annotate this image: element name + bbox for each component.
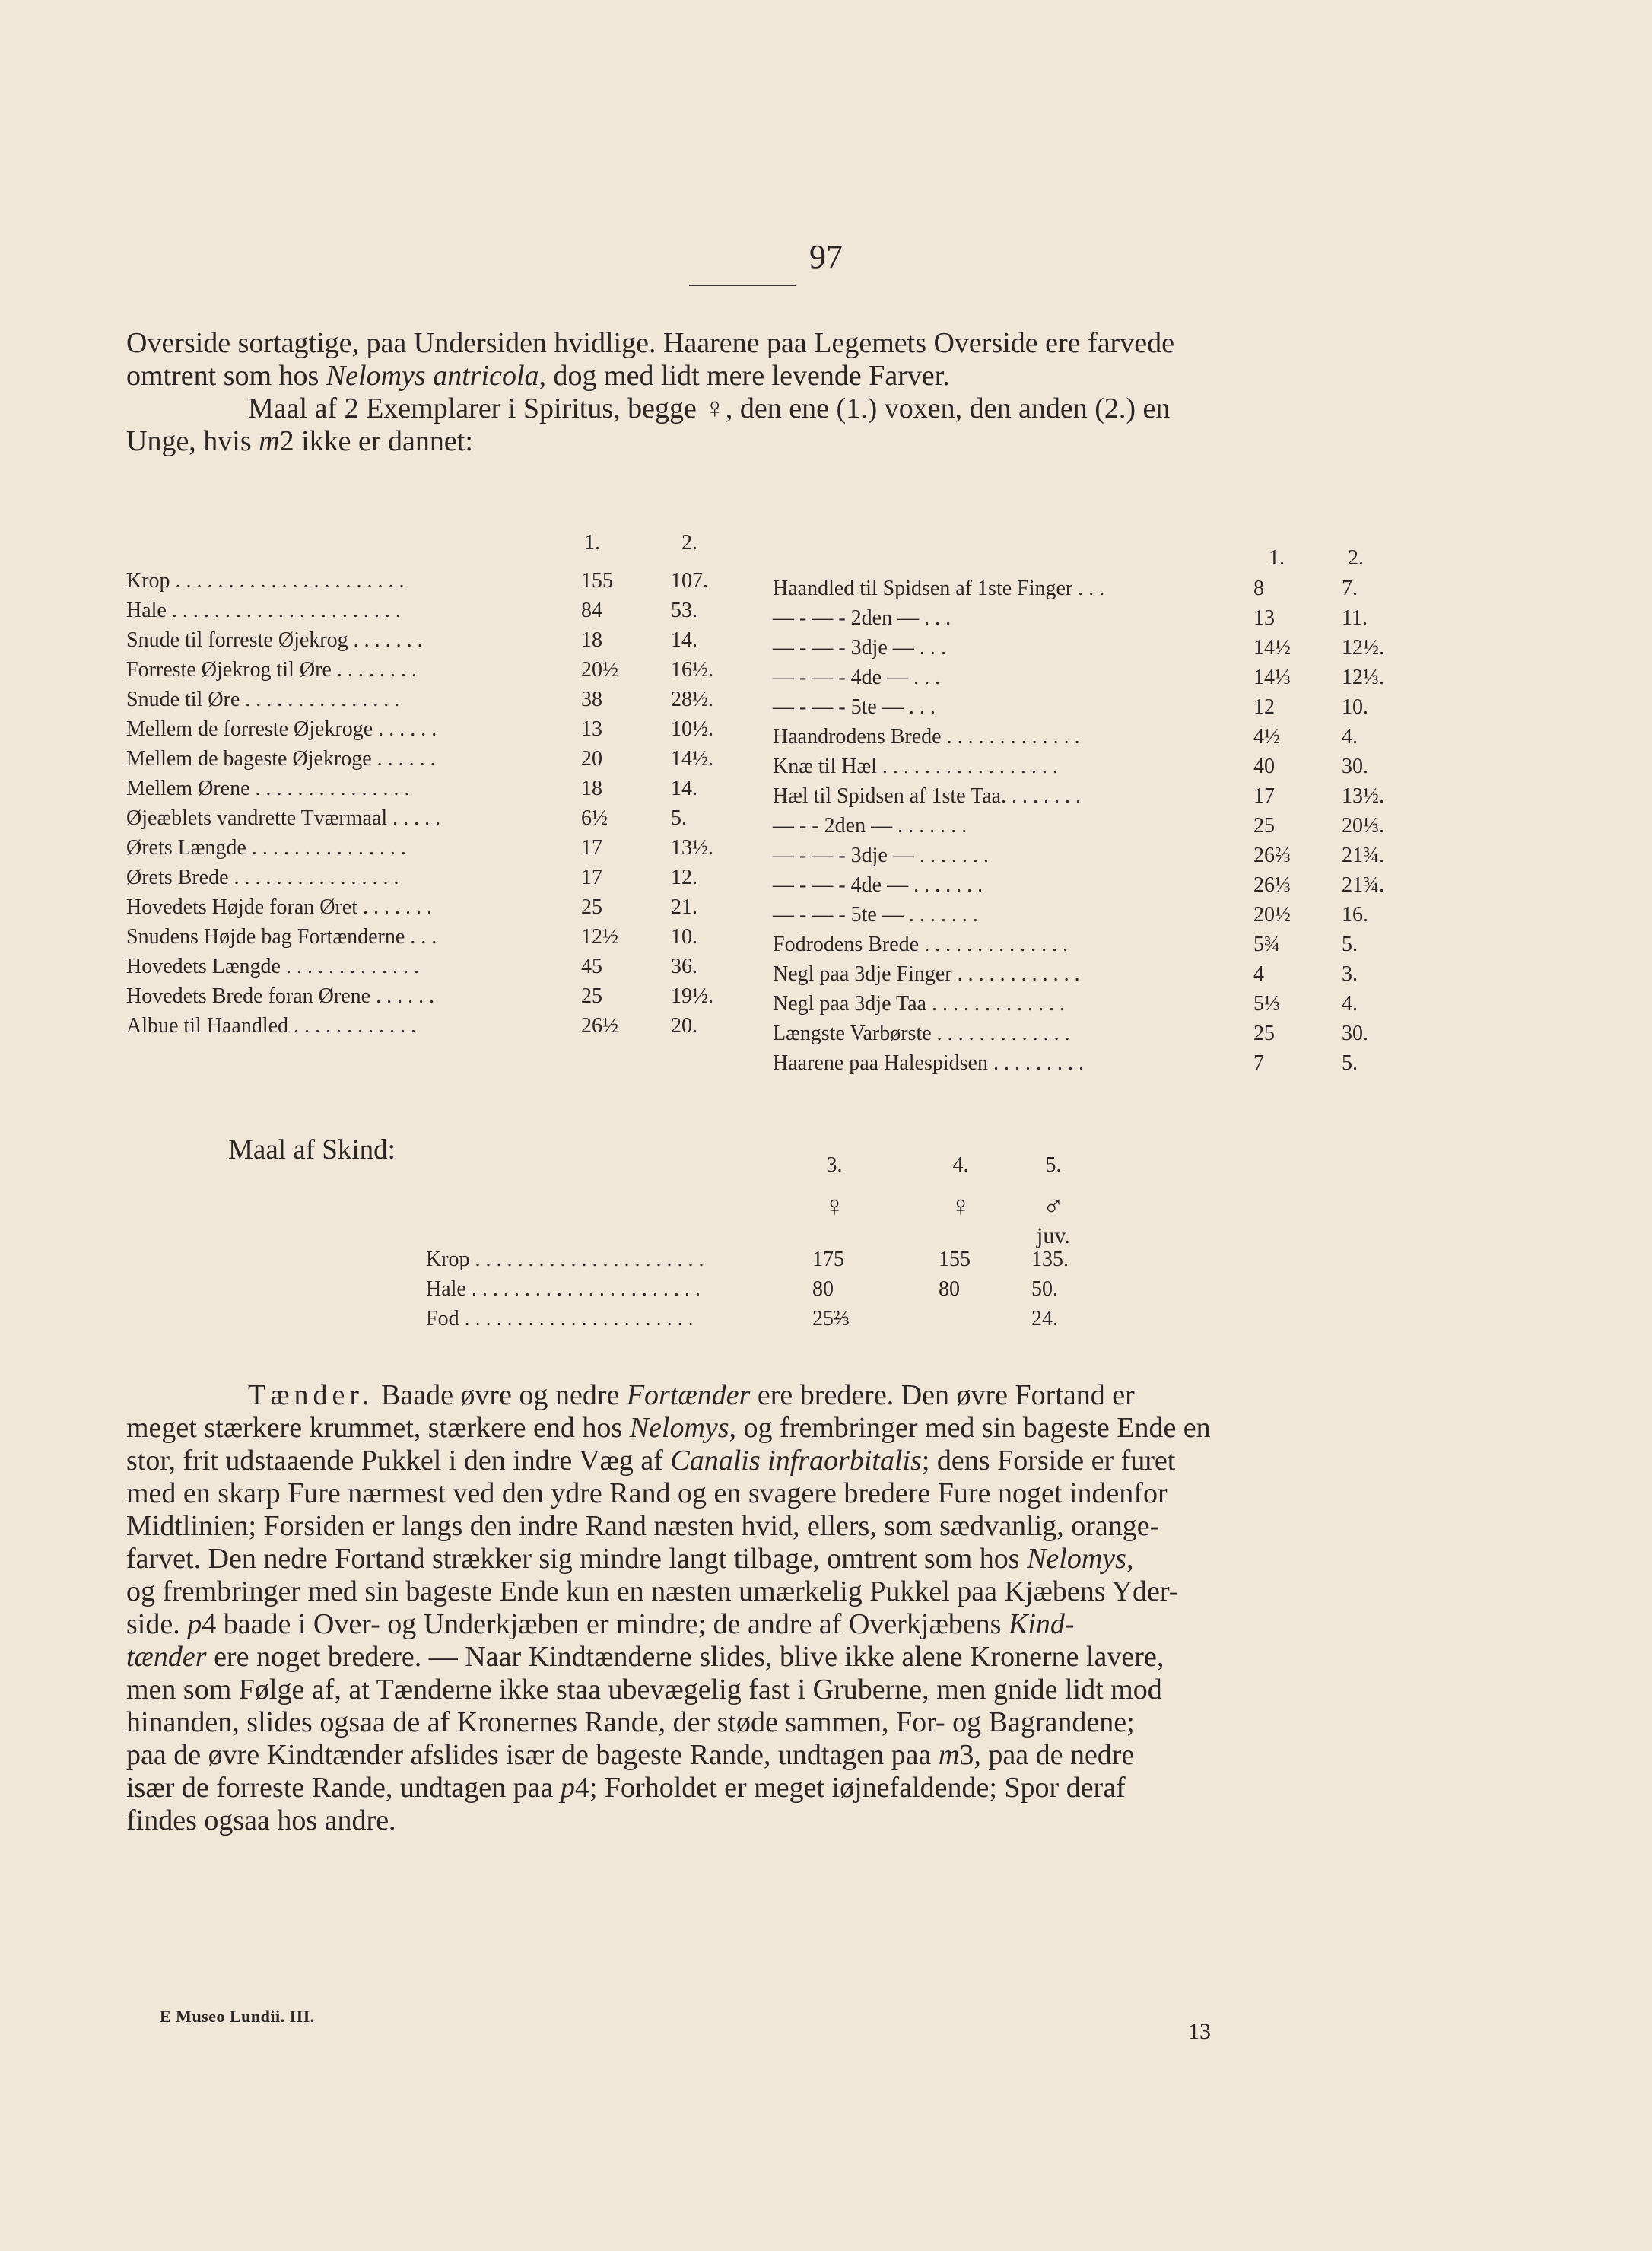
left-table-value-2: 12. <box>671 866 697 889</box>
right-table-value-2: 20⅓. <box>1342 814 1384 838</box>
right-table-label: Haandrodens Brede . . . . . . . . . . . . . <box>773 725 1080 749</box>
intro-line: omtrent som hos Nelomys antricola, dog med lidt mere levende Farver. <box>126 360 950 392</box>
right-table-row <box>773 811 1384 841</box>
right-table-label: Hæl til Spidsen af 1ste Taa. . . . . . . . <box>773 784 1082 808</box>
left-table-value-2: 14½. <box>671 747 713 771</box>
right-table-value-1: 20½ <box>1253 903 1291 927</box>
left-table-value-1: 45 <box>581 955 602 978</box>
left-table-value-1: 13 <box>581 717 602 741</box>
right-table-value-1: 4½ <box>1253 725 1280 749</box>
left-table-label: Snude til Øre . . . . . . . . . . . . . . . <box>126 688 400 711</box>
skind-value-4: 155 <box>939 1248 971 1271</box>
left-table-label: Hovedets Brede foran Ørene . . . . . . <box>126 984 435 1008</box>
left-table-label: Øjeæblets vandrette Tværmaal . . . . . <box>126 806 441 830</box>
left-table-row <box>126 714 773 744</box>
left-table-row <box>126 922 773 952</box>
skind-row <box>426 1274 1110 1304</box>
taender-line: tænder ere noget bredere. — Naar Kindtænderne slides, blive ikke alene Kronerne lavere, <box>126 1641 1164 1673</box>
right-measurement-table <box>773 574 1384 1078</box>
right-table-value-1: 8 <box>1253 577 1264 600</box>
right-table-row <box>773 989 1381 1019</box>
taender-line: side. p4 baade i Over- og Underkjæben er mindre; de andre af Overkjæbens Kind- <box>126 1608 1075 1640</box>
right-table-value-2: 21¾. <box>1342 873 1384 897</box>
left-table-label: Albue til Haandled . . . . . . . . . . . . <box>126 1014 417 1038</box>
left-table-label: Ørets Brede . . . . . . . . . . . . . . . . <box>126 866 399 889</box>
right-table-label: — - — - 5te — . . . <box>773 695 936 719</box>
left-table-row <box>126 596 773 625</box>
right-table-row <box>773 603 1381 633</box>
skind-numbers-5: 5. <box>1045 1153 1062 1177</box>
right-table-label: — - — - 3dje — . . . . . . . <box>773 844 989 867</box>
right-table-value-2: 30. <box>1342 755 1368 778</box>
left-table-label: Snudens Højde bag Fortænderne . . . <box>126 925 437 949</box>
skind-note-5: juv. <box>1037 1223 1070 1248</box>
left-table-row <box>126 655 773 685</box>
left-table-value-1: 26½ <box>581 1014 618 1038</box>
right-table-label: — - — - 5te — . . . . . . . <box>773 903 978 927</box>
left-table-row <box>126 774 773 803</box>
skind-value-5: 50. <box>1031 1277 1058 1301</box>
right-table-value-1: 25 <box>1253 1022 1275 1045</box>
left-table-value-2: 36. <box>671 955 697 978</box>
right-table-value-2: 30. <box>1342 1022 1368 1045</box>
right-table-value-2: 4. <box>1342 725 1358 749</box>
left-table-value-2: 53. <box>671 599 697 622</box>
right-table-value-1: 14½ <box>1253 636 1291 660</box>
skind-label: Hale . . . . . . . . . . . . . . . . . . . . . . <box>426 1277 701 1301</box>
right-table-row <box>773 1048 1381 1078</box>
right-table-value-2: 10. <box>1342 695 1368 719</box>
right-table-label: — - — - 2den — . . . <box>773 606 951 630</box>
footer-source: E Museo Lundii. III. <box>160 2007 315 2026</box>
taender-line: paa de øvre Kindtænder afslides især de bageste Rande, undtagen paa m3, paa de nedre <box>126 1739 1135 1771</box>
right-table-value-1: 26⅓ <box>1253 873 1291 897</box>
left-table-row <box>126 685 773 714</box>
skind-sex-5: ♂ <box>1042 1191 1065 1222</box>
skind-title: Maal af Skind: <box>228 1134 396 1165</box>
left-col-header-1: 1. <box>584 531 600 555</box>
right-table-row <box>773 841 1384 870</box>
footer-signature: 13 <box>1188 2019 1211 2044</box>
skind-value-4: 80 <box>939 1277 960 1301</box>
right-table-value-1: 26⅔ <box>1253 844 1291 867</box>
left-table-value-2: 28½. <box>671 688 713 711</box>
left-table-label: Ørets Længde . . . . . . . . . . . . . . . <box>126 836 406 860</box>
intro-line: Maal af 2 Exemplarer i Spiritus, begge ♀, den ene (1.) voxen, den anden (2.) en <box>248 393 1171 424</box>
right-table-value-1: 14⅓ <box>1253 666 1291 689</box>
left-table-row <box>126 892 773 922</box>
right-table-row <box>773 900 1381 930</box>
right-table-value-2: 12⅓. <box>1342 666 1384 689</box>
right-table-value-2: 7. <box>1342 577 1358 600</box>
taender-line: meget stærkere krummet, stærkere end hos Nelomys, og frembringer med sin bageste Ende en <box>126 1412 1211 1444</box>
right-table-row <box>773 692 1381 722</box>
left-table-label: Mellem de bageste Øjekroge . . . . . . <box>126 747 436 771</box>
skind-row <box>426 1304 1110 1334</box>
right-table-value-2: 5. <box>1342 1051 1358 1075</box>
left-table-row <box>126 981 773 1011</box>
right-table-value-2: 5. <box>1342 933 1358 956</box>
left-table-value-2: 14. <box>671 628 697 652</box>
left-table-row <box>126 952 773 981</box>
right-table-row <box>773 959 1381 989</box>
left-measurement-table <box>126 566 773 1041</box>
left-table-value-1: 84 <box>581 599 602 622</box>
right-table-value-1: 25 <box>1253 814 1275 838</box>
right-table-value-1: 12 <box>1253 695 1275 719</box>
left-table-label: Krop . . . . . . . . . . . . . . . . . . . . . . <box>126 569 405 593</box>
left-col-header-2: 2. <box>681 531 697 555</box>
right-table-label: — - - 2den — . . . . . . . <box>773 814 967 838</box>
left-table-value-2: 107. <box>671 569 708 593</box>
left-table-row <box>126 566 773 596</box>
left-table-label: Forreste Øjekrog til Øre . . . . . . . . <box>126 658 417 682</box>
skind-sex-3: ♀ <box>823 1191 846 1222</box>
skind-value-5: 135. <box>1031 1248 1069 1271</box>
left-table-value-1: 20½ <box>581 658 618 682</box>
right-table-value-2: 16. <box>1342 903 1368 927</box>
right-table-value-2: 11. <box>1342 606 1368 630</box>
right-table-value-1: 13 <box>1253 606 1275 630</box>
right-table-label: — - — - 4de — . . . <box>773 666 941 689</box>
skind-value-3: 175 <box>812 1248 844 1271</box>
left-table-label: Hale . . . . . . . . . . . . . . . . . . . . . . <box>126 599 401 622</box>
left-table-value-1: 12½ <box>581 925 618 949</box>
skind-sex-4: ♀ <box>949 1191 972 1222</box>
left-table-value-1: 18 <box>581 628 602 652</box>
skind-measurement-table <box>426 1245 1110 1334</box>
left-table-row <box>126 803 773 833</box>
right-table-value-2: 21¾. <box>1342 844 1384 867</box>
right-table-row <box>773 752 1381 781</box>
right-table-value-1: 17 <box>1253 784 1275 808</box>
taender-line: Midtlinien; Forsiden er langs den indre Rand næsten hvid, ellers, som sædvanlig, orange- <box>126 1510 1160 1542</box>
right-table-value-2: 13½. <box>1342 784 1384 808</box>
taender-line: især de forreste Rande, undtagen paa p4; Forholdet er meget iøjnefaldende; Spor deraf <box>126 1772 1126 1804</box>
left-table-value-2: 21. <box>671 895 697 919</box>
left-table-value-2: 10. <box>671 925 697 949</box>
left-table-row <box>126 863 773 892</box>
right-table-value-1: 40 <box>1253 755 1275 778</box>
right-table-value-2: 12½. <box>1342 636 1384 660</box>
left-table-value-1: 25 <box>581 984 602 1008</box>
taender-line: og frembringer med sin bageste Ende kun en næsten umærkelig Pukkel paa Kjæbens Yder- <box>126 1575 1179 1607</box>
left-table-row <box>126 744 773 774</box>
right-table-label: Længste Varbørste . . . . . . . . . . . . . <box>773 1022 1070 1045</box>
page-number-rule <box>689 285 796 286</box>
left-table-label: Mellem de forreste Øjekroge . . . . . . <box>126 717 437 741</box>
skind-row <box>426 1245 1110 1274</box>
left-table-row <box>126 625 773 655</box>
left-table-value-1: 155 <box>581 569 613 593</box>
intro-paragraph <box>126 327 1381 458</box>
right-table-label: — - — - 3dje — . . . <box>773 636 946 660</box>
skind-numbers-4: 4. <box>952 1153 969 1177</box>
taender-heading: Tænder. <box>248 1379 374 1411</box>
right-table-value-1: 5⅓ <box>1253 992 1280 1016</box>
right-table-row <box>773 870 1384 900</box>
right-table-row <box>773 633 1384 663</box>
right-table-value-2: 3. <box>1342 962 1358 986</box>
left-table-value-1: 20 <box>581 747 602 771</box>
left-table-label: Hovedets Højde foran Øret . . . . . . . <box>126 895 433 919</box>
taender-line: men som Følge af, at Tænderne ikke staa ubevægelig fast i Gruberne, men gnide lidt mod <box>126 1674 1162 1706</box>
right-table-label: Knæ til Hæl . . . . . . . . . . . . . . . . . <box>773 755 1058 778</box>
right-table-label: Haandled til Spidsen af 1ste Finger . . . <box>773 577 1105 600</box>
right-col-header-1: 1. <box>1269 546 1285 570</box>
right-table-label: Haarene paa Halespidsen . . . . . . . . . <box>773 1051 1084 1075</box>
left-table-value-2: 19½. <box>671 984 713 1008</box>
right-table-value-1: 5¾ <box>1253 933 1280 956</box>
taender-line: stor, frit udstaaende Pukkel i den indre Væg af Canalis infraorbitalis; dens Forside er furet <box>126 1445 1176 1477</box>
left-table-value-2: 14. <box>671 777 697 800</box>
left-table-value-1: 17 <box>581 836 602 860</box>
left-table-value-2: 13½. <box>671 836 713 860</box>
right-table-row <box>773 1019 1381 1048</box>
left-table-value-1: 38 <box>581 688 602 711</box>
left-table-label: Mellem Ørene . . . . . . . . . . . . . . . <box>126 777 410 800</box>
left-table-row <box>126 833 773 863</box>
skind-label: Krop . . . . . . . . . . . . . . . . . . . . . . <box>426 1248 704 1271</box>
left-table-label: Snude til forreste Øjekrog . . . . . . . <box>126 628 423 652</box>
skind-value-3: 80 <box>812 1277 834 1301</box>
right-table-label: — - — - 4de — . . . . . . . <box>773 873 983 897</box>
right-table-row <box>773 930 1381 959</box>
left-table-value-2: 5. <box>671 806 687 830</box>
left-table-value-1: 25 <box>581 895 602 919</box>
skind-value-5: 24. <box>1031 1307 1058 1331</box>
intro-line: Overside sortagtige, paa Undersiden hvidlige. Haarene paa Legemets Overside ere farvede <box>126 327 1174 359</box>
intro-line: Unge, hvis m2 ikke er dannet: <box>126 425 473 457</box>
left-table-label: Hovedets Længde . . . . . . . . . . . . . <box>126 955 419 978</box>
skind-label: Fod . . . . . . . . . . . . . . . . . . . . . . <box>426 1307 694 1331</box>
right-table-value-1: 4 <box>1253 962 1264 986</box>
right-table-label: Fodrodens Brede . . . . . . . . . . . . . . <box>773 933 1069 956</box>
taender-paragraph <box>126 1379 1381 1837</box>
right-table-row <box>773 663 1384 692</box>
left-table-value-1: 18 <box>581 777 602 800</box>
taender-line: med en skarp Fure nærmest ved den ydre Rand og en svagere bredere Fure noget indenfor <box>126 1477 1168 1509</box>
page-number: 97 <box>809 238 843 275</box>
taender-line: farvet. Den nedre Fortand strækker sig mindre langt tilbage, omtrent som hos Nelomys, <box>126 1543 1134 1575</box>
left-table-row <box>126 1011 773 1041</box>
taender-line: findes ogsaa hos andre. <box>126 1804 396 1836</box>
skind-numbers-3: 3. <box>826 1153 843 1177</box>
right-table-row <box>773 722 1381 752</box>
right-table-label: Negl paa 3dje Taa . . . . . . . . . . . . . <box>773 992 1065 1016</box>
right-table-row <box>773 781 1384 811</box>
taender-line: hinanden, slides ogsaa de af Kronernes Rande, der støde sammen, For- og Bagrandene; <box>126 1706 1135 1738</box>
left-table-value-2: 10½. <box>671 717 713 741</box>
right-table-value-1: 7 <box>1253 1051 1264 1075</box>
left-table-value-2: 20. <box>671 1014 697 1038</box>
right-col-header-2: 2. <box>1348 546 1364 570</box>
left-table-value-1: 17 <box>581 866 602 889</box>
left-table-value-2: 16½. <box>671 658 713 682</box>
skind-value-3: 25⅔ <box>812 1307 850 1331</box>
right-table-label: Negl paa 3dje Finger . . . . . . . . . . . . <box>773 962 1080 986</box>
right-table-row <box>773 574 1381 603</box>
taender-line: Tænder. Baade øvre og nedre Fortænder ere bredere. Den øvre Fortand er <box>248 1379 1135 1411</box>
left-table-value-1: 6½ <box>581 806 608 830</box>
right-table-value-2: 4. <box>1342 992 1358 1016</box>
